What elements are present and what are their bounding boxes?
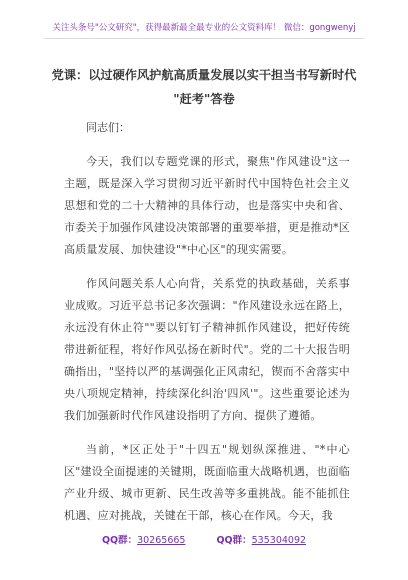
qq-group-2-prefix: QQ群： [216,535,252,546]
qq-group-1-prefix: QQ群： [101,535,138,546]
header-banner[interactable]: 关注头条号"公文研究"，获得最新最全最专业的公文资料库！ 微信：gongwenyj [52,23,356,33]
footer [0,532,408,546]
paragraph-3: 当前，*区正处于"十四五"规划纵深推进、"*中心区"建设全面提速的关键期，既面临重大战略机遇，也面临产业升级、城市更新、民生改善等多重挑战。能不能抓住机遇、应对挑战，关键在干部，核心在作风。今天，我 [64,443,350,522]
paragraph-1: 今天，我们以专题党课的形式，聚焦"作风建设"这一主题，既是深入学习贯彻习近平新时代中国特色社会主义思想和党的二十大精神的具体行动，也是落实中央和省、市委关于加强作风建设决策部署的重要举措，更是推动*区高质量发展、加快建设"*中心区"的现实需要。 [64,155,350,256]
qq-group-2-number: 535304092 [251,535,307,546]
paragraph-2: 作风问题关系人心向背，关系党的执政基础，关系事业成败。习近平总书记多次强调："作风建设永远在路上，永远没有休止符""要以钉钉子精神抓作风建设，把好传统带进新征程，将好作风弘扬在新时代"。党的二十大报告明确指出，"坚持以严的基调强化正风肃纪，锲而不舍落实中央八项规定精神，持续深化纠治'四风'"。这些重要论述为我们加强新时代作风建设指明了方向、提供了遵循。 [64,277,350,422]
qq-group-2[interactable] [216,532,306,546]
qq-group-1-number: 30265665 [137,535,186,546]
title-line-2: "赶考"答卷 [173,92,235,106]
document-title [40,63,368,111]
document-body [64,117,350,539]
qq-group-1[interactable] [102,532,186,546]
salutation: 同志们： [86,121,130,134]
header-divider [44,38,364,39]
title-line-1: 党课：以过硬作风护航高质量发展以实干担当书写新时代 [51,68,357,82]
